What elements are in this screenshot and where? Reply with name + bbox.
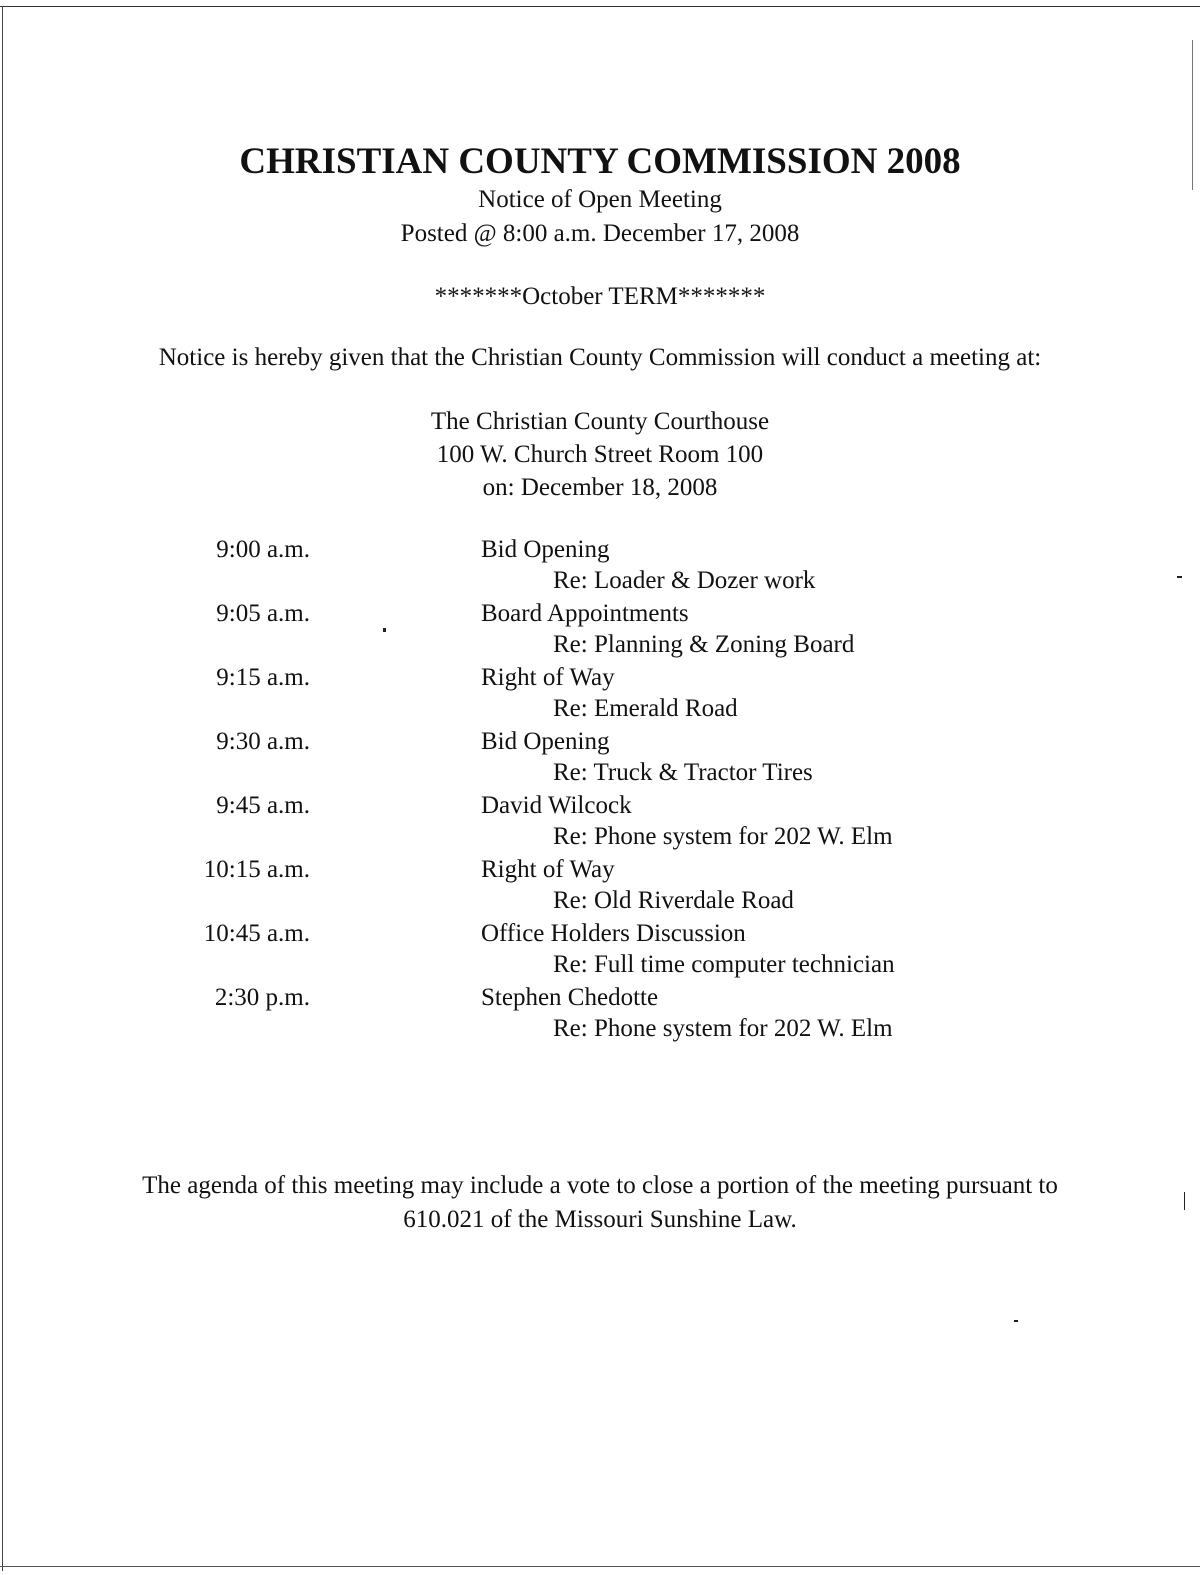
location-building: The Christian County Courthouse: [430, 408, 770, 435]
scan-speck: [383, 628, 386, 632]
agenda-row: [0, 600, 1200, 664]
location-address: 100 W. Church Street Room 100: [436, 441, 764, 468]
agenda-time: 2:30 p.m.: [214, 984, 310, 1011]
agenda-item: Right of Way: [481, 664, 615, 691]
agenda-row: [0, 664, 1200, 728]
scan-speck: [1177, 576, 1182, 578]
agenda-re: Re: Full time computer technician: [553, 951, 895, 978]
closing-statement-line1: The agenda of this meeting may include a vote to close a portion of the meeting pursuant to: [142, 1172, 1058, 1199]
agenda-item: Bid Opening: [481, 536, 610, 563]
scan-border-top: [0, 6, 1200, 7]
agenda-time: 9:30 a.m.: [216, 728, 310, 755]
posted-line: Posted @ 8:00 a.m. December 17, 2008: [400, 220, 800, 247]
closing-statement-line2: 610.021 of the Missouri Sunshine Law.: [403, 1206, 797, 1233]
term-line: *******October TERM*******: [434, 283, 766, 310]
agenda-row: [0, 984, 1200, 1048]
agenda-row: [0, 856, 1200, 920]
agenda-row: [0, 536, 1200, 600]
scan-speck: [1014, 1320, 1018, 1322]
agenda-re: Re: Phone system for 202 W. Elm: [553, 823, 893, 850]
agenda-time: 9:00 a.m.: [216, 536, 310, 563]
agenda-row: [0, 792, 1200, 856]
agenda-re: Re: Old Riverdale Road: [553, 887, 794, 914]
agenda-item: Board Appointments: [481, 600, 689, 627]
agenda-time: 9:15 a.m.: [216, 664, 310, 691]
meeting-date: on: December 18, 2008: [482, 474, 718, 501]
document-title: CHRISTIAN COUNTY COMMISSION 2008: [239, 141, 961, 182]
agenda-time: 9:05 a.m.: [216, 600, 310, 627]
agenda-list: [0, 536, 1200, 1048]
agenda-re: Re: Loader & Dozer work: [553, 567, 816, 594]
notice-text: Notice is hereby given that the Christian County Commission will conduct a meeting at:: [158, 344, 1042, 371]
agenda-time: 10:15 a.m.: [203, 856, 310, 883]
agenda-item: Right of Way: [481, 856, 615, 883]
agenda-item: Stephen Chedotte: [481, 984, 659, 1011]
agenda-item: Bid Opening: [481, 728, 610, 755]
agenda-re: Re: Truck & Tractor Tires: [553, 759, 813, 786]
agenda-re: Re: Emerald Road: [553, 695, 738, 722]
agenda-row: [0, 920, 1200, 984]
scan-speck: [1184, 1192, 1185, 1210]
agenda-re: Re: Phone system for 202 W. Elm: [553, 1015, 893, 1042]
agenda-time: 9:45 a.m.: [216, 792, 310, 819]
scan-border-bottom: [0, 1566, 1200, 1567]
document-subtitle: Notice of Open Meeting: [478, 186, 722, 213]
agenda-item: David Wilcock: [481, 792, 632, 819]
agenda-time: 10:45 a.m.: [203, 920, 310, 947]
agenda-re: Re: Planning & Zoning Board: [553, 631, 855, 658]
agenda-row: [0, 728, 1200, 792]
agenda-item: Office Holders Discussion: [481, 920, 746, 947]
